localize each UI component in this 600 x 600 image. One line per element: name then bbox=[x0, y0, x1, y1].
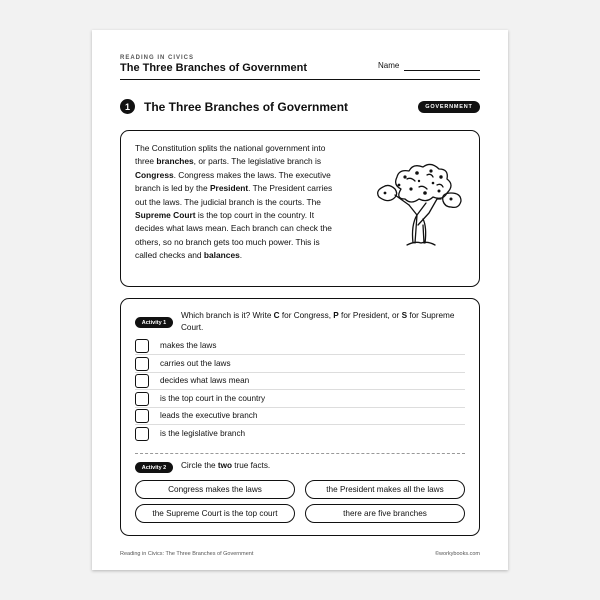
item-text: makes the laws bbox=[160, 341, 217, 350]
text-run: . bbox=[239, 250, 243, 261]
name-field[interactable] bbox=[404, 70, 480, 71]
tree-icon bbox=[371, 155, 471, 260]
series-label: READING IN CIVICS bbox=[120, 55, 195, 61]
text-run: Which branch is it? Write bbox=[181, 311, 274, 320]
text-run: . Congress makes the laws. The executive branch is led by the bbox=[135, 169, 331, 194]
footer-credit: ©workybooks.com bbox=[434, 551, 480, 557]
bold-term: Congress bbox=[135, 169, 174, 180]
fact-option[interactable]: the President makes all the laws bbox=[305, 480, 465, 499]
list-item bbox=[135, 372, 465, 390]
text-run: for Congress, bbox=[279, 311, 334, 320]
bold-term: President bbox=[209, 183, 249, 194]
text-run: Circle the bbox=[181, 461, 218, 470]
bold-term: P bbox=[333, 311, 339, 320]
name-label: Name bbox=[378, 61, 400, 70]
reading-passage bbox=[135, 142, 343, 263]
worksheet-page bbox=[92, 30, 508, 570]
section-number-badge: 1 bbox=[120, 99, 135, 114]
answer-box[interactable] bbox=[135, 427, 149, 441]
bold-term: Supreme Court bbox=[135, 210, 196, 221]
item-text: is the legislative branch bbox=[160, 429, 246, 438]
activity-1-label: Activity 1 bbox=[135, 317, 173, 328]
list-item bbox=[135, 407, 465, 425]
list-item bbox=[135, 425, 465, 443]
bold-term: two bbox=[217, 461, 232, 470]
text-run: . The President carries out the laws. The judicial branch is the courts. The bbox=[135, 183, 333, 207]
text-run: is the top court in the country. It decides what laws mean. Each branch can check the others, so no branch gets too much power. This is called checks and bbox=[135, 210, 332, 261]
item-text: is the top court in the country bbox=[160, 394, 266, 403]
text-run: The Constitution splits the national government into three bbox=[135, 143, 326, 167]
fact-option[interactable]: the Supreme Court is the top court bbox=[135, 504, 295, 523]
activity-2-instruction bbox=[181, 461, 270, 470]
activity-divider bbox=[135, 453, 465, 454]
activities-box bbox=[120, 298, 480, 536]
subject-tag: GOVERNMENT bbox=[418, 101, 480, 113]
section-title: The Three Branches of Government bbox=[144, 100, 349, 114]
activity-2-label: Activity 2 bbox=[135, 462, 173, 473]
page-title: The Three Branches of Government bbox=[120, 62, 308, 74]
answer-box[interactable] bbox=[135, 409, 149, 423]
activity-1-instruction bbox=[181, 310, 466, 334]
answer-box[interactable] bbox=[135, 339, 149, 353]
reading-passage-box bbox=[120, 130, 480, 287]
fact-option[interactable]: Congress makes the laws bbox=[135, 480, 295, 499]
text-run: , or parts. The legislative branch is bbox=[193, 156, 322, 167]
list-item bbox=[135, 390, 465, 408]
footer-title: Reading in Civics: The Three Branches of Government bbox=[120, 551, 254, 557]
bold-term: S bbox=[401, 311, 408, 320]
list-item bbox=[135, 355, 465, 373]
bold-term: branches bbox=[156, 156, 194, 167]
item-text: carries out the laws bbox=[160, 359, 231, 368]
list-item bbox=[135, 337, 465, 355]
answer-box[interactable] bbox=[135, 392, 149, 406]
answer-box[interactable] bbox=[135, 374, 149, 388]
text-run: for Supreme Court. bbox=[181, 311, 455, 332]
bold-term: balances bbox=[203, 250, 240, 261]
item-text: leads the executive branch bbox=[160, 411, 258, 420]
fact-option[interactable]: there are five branches bbox=[305, 504, 465, 523]
item-text: decides what laws mean bbox=[160, 376, 250, 385]
answer-box[interactable] bbox=[135, 357, 149, 371]
bold-term: C bbox=[273, 311, 280, 320]
header-divider bbox=[120, 79, 480, 80]
text-run: true facts. bbox=[231, 461, 271, 470]
text-run: for President, or bbox=[338, 311, 402, 320]
